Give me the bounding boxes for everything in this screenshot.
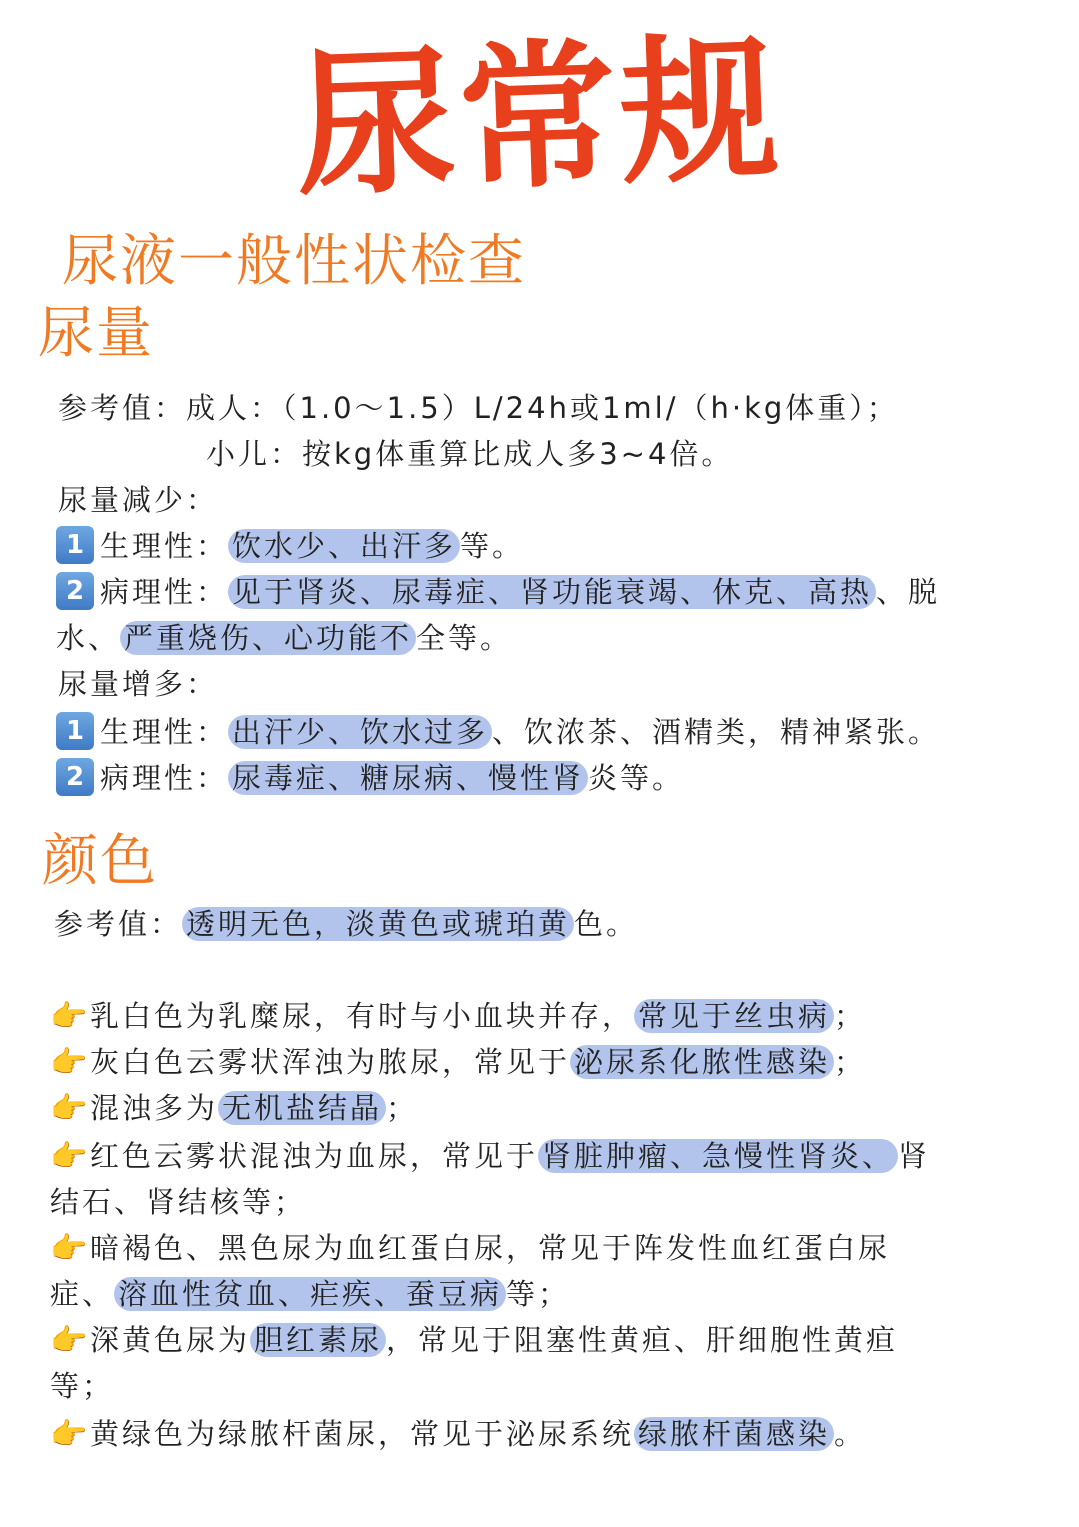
color-item-3: 👉混浊多为 无机盐结晶 ； (50, 1088, 418, 1129)
keycap-number-icon: 2 (56, 572, 94, 610)
pointing-hand-icon: 👉 (50, 999, 88, 1034)
color-item-4: 👉红色云雾状混浊为血尿，常见于 肾脏肿瘤、急慢性肾炎、 肾 (50, 1136, 930, 1177)
decrease-item-2-cont: 水、 严重烧伤、心功能不 全等。 (56, 621, 513, 655)
increase-item-2: 2 病理性： 尿毒症、糖尿病、慢性肾 炎等。 (56, 758, 684, 799)
volume-decrease-label: 尿量减少： (58, 483, 219, 517)
volume-increase-label: 尿量增多： (58, 667, 219, 701)
page-title: 尿常规 (293, 17, 786, 219)
color-item-6: 👉深黄色尿为 胆红素尿 ，常见于阻塞性黄疸、肝细胞性黄疸 (50, 1320, 898, 1361)
keycap-number-icon: 1 (56, 712, 94, 750)
increase-item-1: 1 生理性： 出汗少、饮水过多 、饮浓茶、酒精类，精神紧张。 (56, 712, 940, 753)
pointing-hand-icon: 👉 (50, 1323, 88, 1358)
decrease-item-1: 1 生理性： 饮水少、出汗多 等。 (56, 526, 524, 567)
section-subtitle: 尿液一般性状检查 (62, 229, 526, 294)
color-item-1: 👉乳白色为乳糜尿，有时与小血块并存， 常见于丝虫病 ； (50, 996, 866, 1037)
pointing-hand-icon: 👉 (50, 1231, 88, 1266)
volume-heading: 尿量 (38, 301, 154, 366)
pointing-hand-icon: 👉 (50, 1417, 88, 1452)
decrease-item-2: 2 病理性： 见于肾炎、尿毒症、肾功能衰竭、休克、高热 、脱 (56, 572, 940, 613)
color-item-2: 👉灰白色云雾状浑浊为脓尿，常见于 泌尿系化脓性感染 ； (50, 1042, 866, 1083)
pointing-hand-icon: 👉 (50, 1091, 88, 1126)
color-item-7: 👉黄绿色为绿脓杆菌尿，常见于泌尿系统 绿脓杆菌感染 。 (50, 1414, 866, 1455)
color-item-6-cont: 等； (50, 1369, 115, 1403)
pointing-hand-icon: 👉 (50, 1139, 88, 1174)
color-item-5: 👉暗褐色、黑色尿为血红蛋白尿，常见于阵发性血红蛋白尿 (50, 1228, 890, 1269)
color-item-5-cont: 症、 溶血性贫血、疟疾、蚕豆病 等； (50, 1277, 571, 1311)
keycap-number-icon: 2 (56, 758, 94, 796)
volume-ref-child: 小儿：按kg体重算比成人多3~4倍。 (206, 437, 734, 471)
color-item-4-cont: 结石、肾结核等； (50, 1185, 307, 1219)
color-heading: 颜色 (42, 829, 158, 894)
pointing-hand-icon: 👉 (50, 1045, 88, 1080)
volume-ref-adult: 参考值：成人：（1.0～1.5）L/24h或1ml/（h·kg体重）； (58, 391, 899, 425)
keycap-number-icon: 1 (56, 526, 94, 564)
color-ref: 参考值： 透明无色，淡黄色或琥珀黄 色。 (54, 907, 639, 941)
